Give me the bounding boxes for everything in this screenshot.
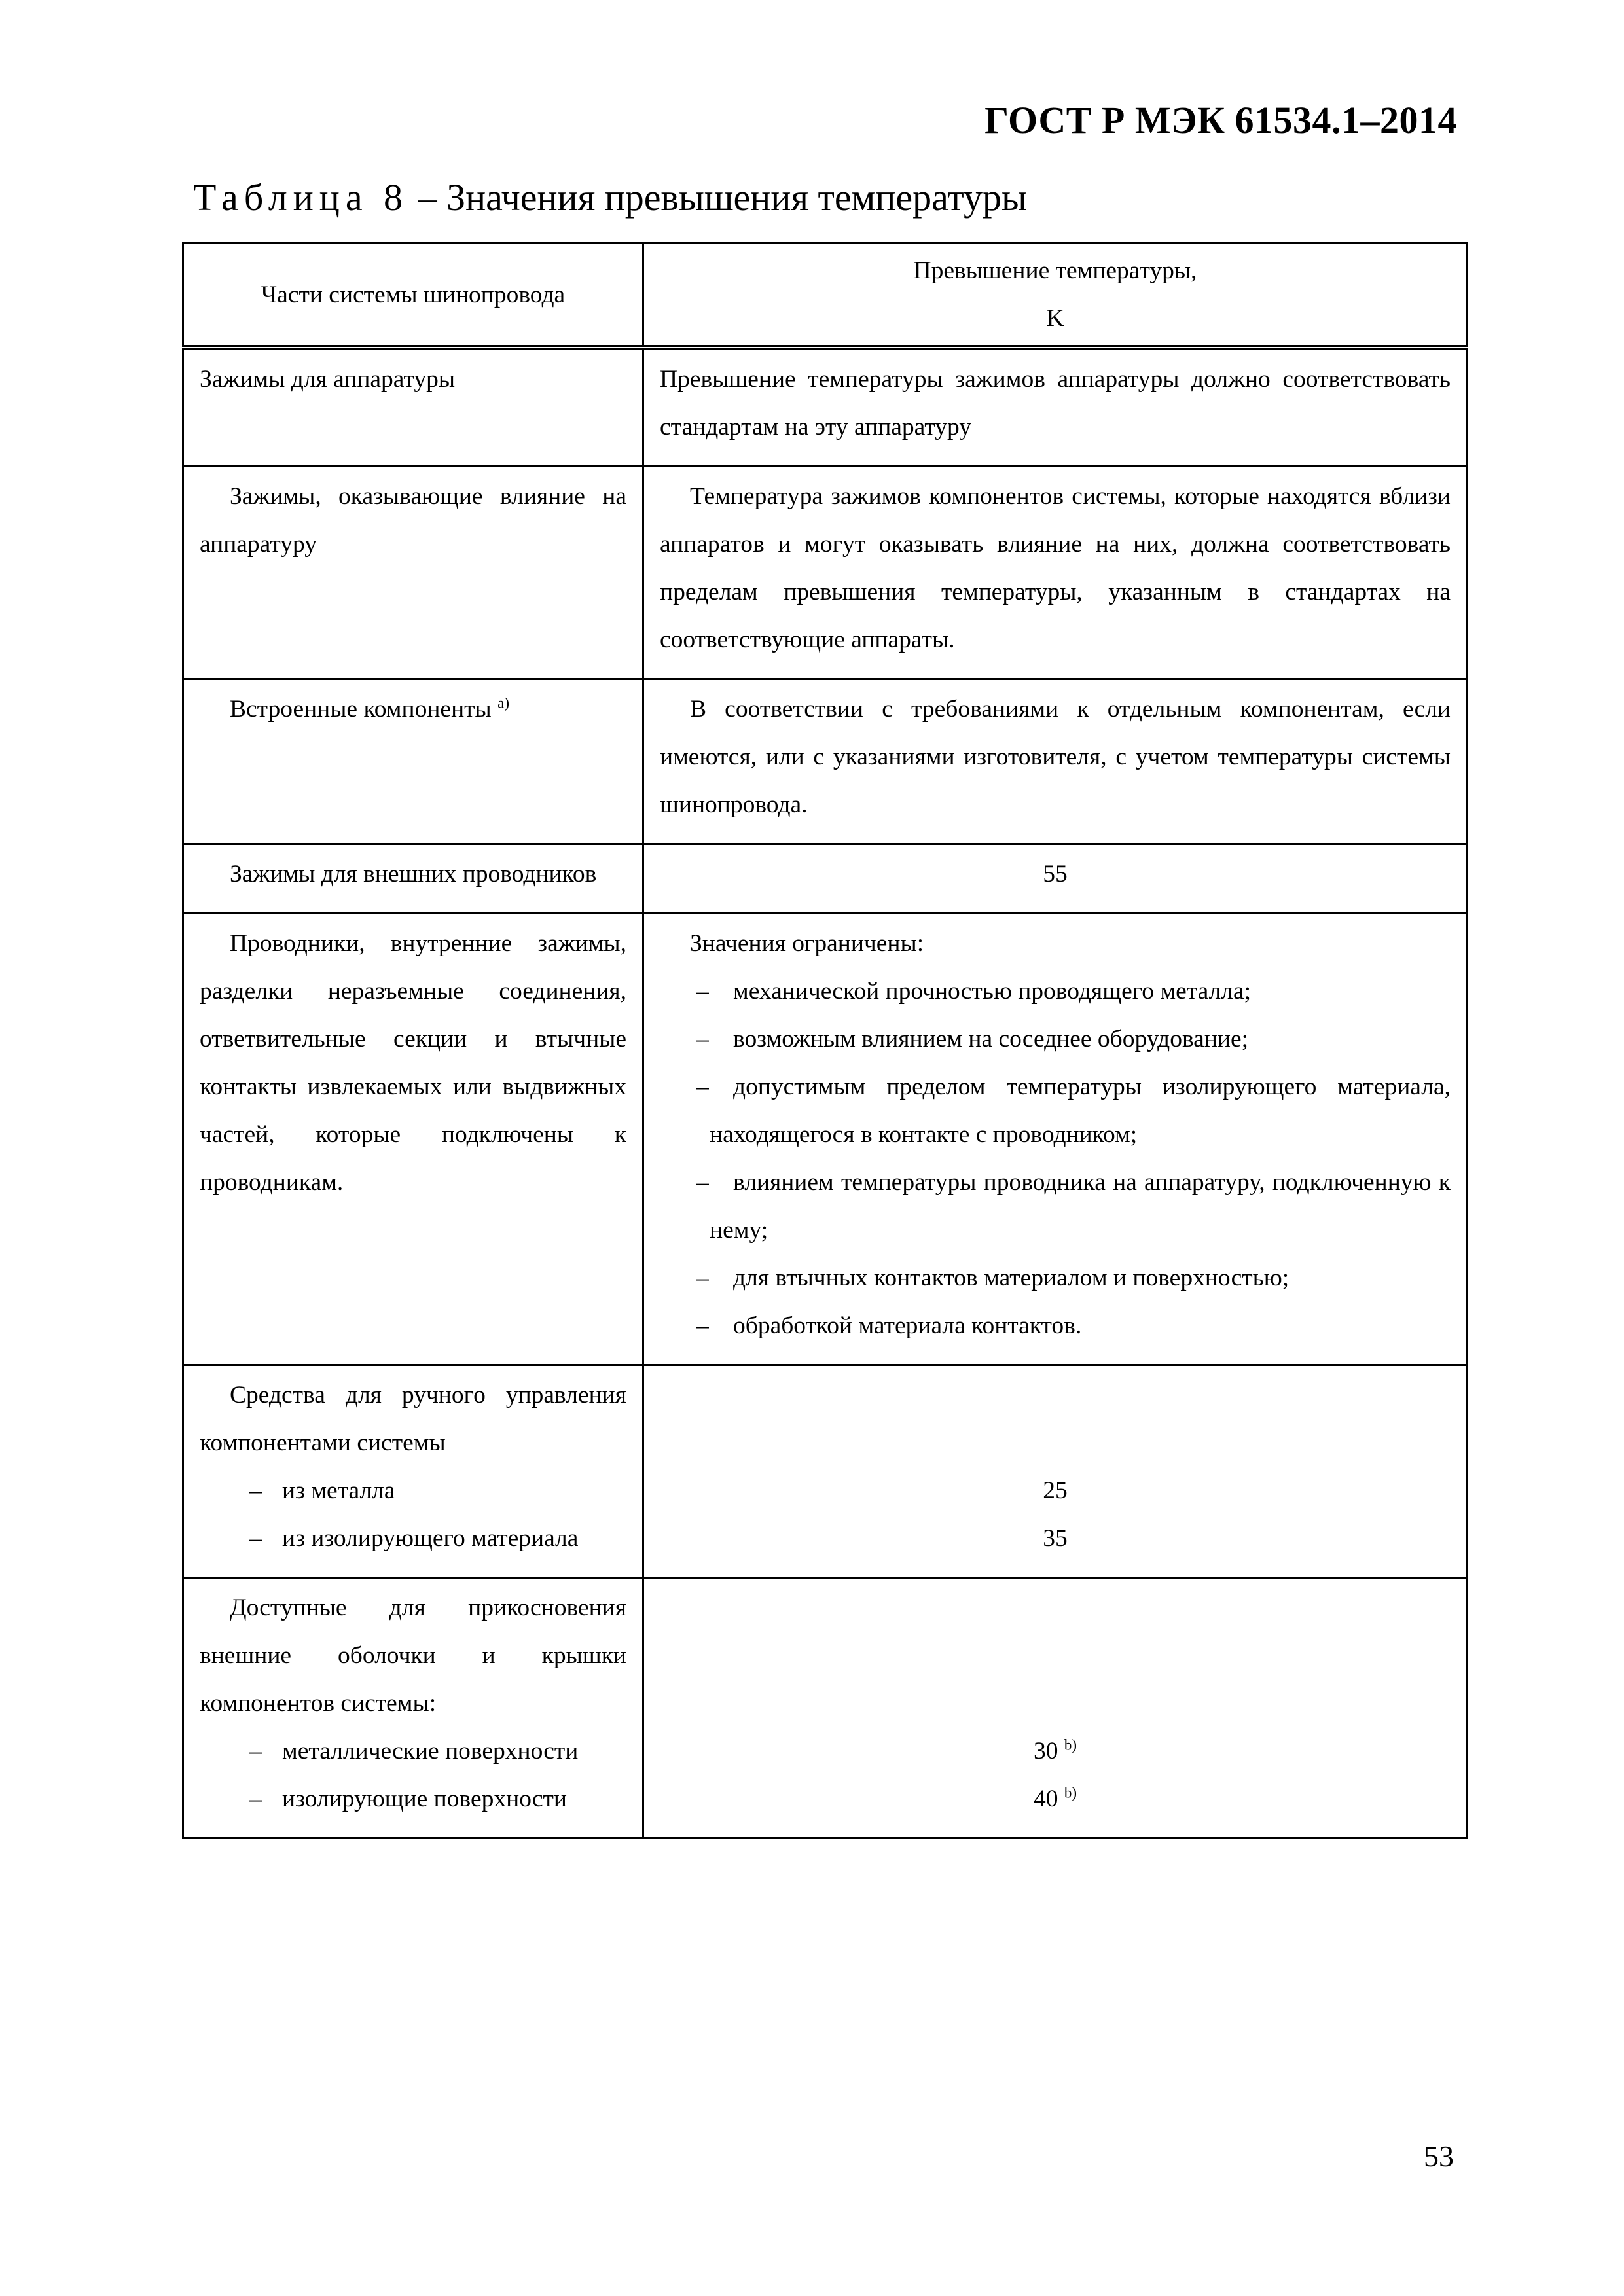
header-line-1: Превышение температуры, bbox=[913, 257, 1197, 284]
dash-marker: – bbox=[249, 1785, 262, 1812]
part-text: Зажимы для аппаратуры bbox=[200, 366, 456, 393]
document-code: ГОСТ Р МЭК 61534.1–2014 bbox=[984, 99, 1457, 141]
list-item bbox=[660, 1063, 1451, 1158]
list-item-text: механической прочностью проводящего металла; bbox=[733, 978, 1252, 1005]
dash-marker: – bbox=[696, 1265, 709, 1291]
part-cell bbox=[183, 1578, 643, 1839]
table-header-row bbox=[183, 243, 1468, 348]
sub-item bbox=[200, 1727, 626, 1775]
sub-item-text: изолирующие поверхности bbox=[282, 1785, 567, 1812]
value-cell bbox=[643, 914, 1468, 1365]
value-cell bbox=[643, 1578, 1468, 1839]
table-row bbox=[183, 1578, 1468, 1839]
table-title-text: – Значения превышения температуры bbox=[408, 176, 1027, 219]
part-text-wrap bbox=[200, 685, 626, 733]
temperature-rise-table bbox=[182, 242, 1468, 1839]
dash-marker: – bbox=[249, 1738, 262, 1765]
value-text: 40 bbox=[1033, 1785, 1058, 1812]
value-cell bbox=[643, 679, 1468, 844]
page-number: 53 bbox=[1424, 2140, 1454, 2173]
footnote-ref: b) bbox=[1064, 1736, 1077, 1753]
list-item bbox=[660, 967, 1451, 1015]
sub-item bbox=[200, 1515, 626, 1562]
value-text: Превышение температуры зажимов аппаратуры должно соответствовать стандартам на эту аппаратуру bbox=[660, 366, 1451, 440]
dash-marker: – bbox=[696, 1026, 709, 1052]
value-intro: Значения ограничены: bbox=[690, 930, 924, 957]
dash-marker: – bbox=[249, 1477, 262, 1504]
part-text: Встроенные компоненты bbox=[230, 696, 492, 723]
dash-marker: – bbox=[696, 1169, 709, 1196]
part-text: Доступные для прикосновения внешние оболочки и крышки компонентов системы: bbox=[200, 1594, 626, 1717]
sub-item bbox=[200, 1467, 626, 1515]
value-text: 25 bbox=[1043, 1477, 1068, 1504]
header-cell-parts: Части системы шинопровода bbox=[183, 243, 643, 348]
footnote-ref: a) bbox=[497, 694, 509, 711]
header-cell-temperature-rise bbox=[643, 243, 1468, 348]
part-cell bbox=[183, 844, 643, 914]
table-row bbox=[183, 679, 1468, 844]
value-cell bbox=[643, 844, 1468, 914]
value-text-wrap bbox=[660, 1775, 1451, 1823]
table-row bbox=[183, 348, 1468, 467]
value-text: В соответствии с требованиями к отдельным компонентам, если имеются, или с указаниями изготовителя, с учетом температуры системы шинопровода. bbox=[660, 696, 1451, 818]
table-row bbox=[183, 844, 1468, 914]
footnote-ref: b) bbox=[1064, 1784, 1077, 1801]
list-item-text: влиянием температуры проводника на аппаратуру, подключенную к нему; bbox=[710, 1169, 1451, 1244]
part-cell bbox=[183, 348, 643, 467]
dash-marker: – bbox=[696, 1073, 709, 1100]
list-item bbox=[660, 1254, 1451, 1302]
value-text: 30 bbox=[1033, 1738, 1058, 1765]
part-cell bbox=[183, 679, 643, 844]
part-text: Зажимы для внешних проводников bbox=[230, 861, 597, 888]
part-text: Проводники, внутренние зажимы, разделки неразъемные соединения, ответвительные секции и втычные контакты извлекаемых или выдвижных частей, которые подключены к проводникам. bbox=[200, 930, 626, 1196]
sub-item bbox=[200, 1775, 626, 1823]
table-row bbox=[183, 467, 1468, 679]
list-item-text: для втычных контактов материалом и поверхностью; bbox=[733, 1265, 1290, 1291]
list-item bbox=[660, 1302, 1451, 1350]
table-row bbox=[183, 914, 1468, 1365]
list-item-text: обработкой материала контактов. bbox=[733, 1312, 1082, 1339]
value-text: 35 bbox=[1043, 1525, 1068, 1552]
value-text: Температура зажимов компонентов системы, которые находятся вблизи аппаратов и могут оказывать влияние на них, должна соответствовать пределам превышения температуры, указанным в стандартах на соответствующие аппараты. bbox=[660, 483, 1451, 653]
sub-item-text: из изолирующего материала bbox=[282, 1525, 579, 1552]
dash-marker: – bbox=[696, 1312, 709, 1339]
value-cell bbox=[643, 348, 1468, 467]
value-cell bbox=[643, 1365, 1468, 1578]
list-item bbox=[660, 1158, 1451, 1254]
part-cell bbox=[183, 467, 643, 679]
value-text-wrap bbox=[660, 1727, 1451, 1775]
part-cell bbox=[183, 1365, 643, 1578]
part-text: Зажимы, оказывающие влияние на аппаратуру bbox=[200, 483, 626, 558]
dash-marker: – bbox=[696, 978, 709, 1005]
value-cell bbox=[643, 467, 1468, 679]
table-title-label: Таблица 8 bbox=[193, 176, 409, 219]
value-text: 55 bbox=[1043, 861, 1068, 888]
part-text: Средства для ручного управления компонентами системы bbox=[200, 1382, 626, 1456]
table-row bbox=[183, 1365, 1468, 1578]
sub-item-text: металлические поверхности bbox=[282, 1738, 579, 1765]
part-cell bbox=[183, 914, 643, 1365]
list-item bbox=[660, 1015, 1451, 1063]
dash-marker: – bbox=[249, 1525, 262, 1552]
list-item-text: допустимым пределом температуры изолирующего материала, находящегося в контакте с проводником; bbox=[710, 1073, 1451, 1148]
list-item-text: возможным влиянием на соседнее оборудование; bbox=[733, 1026, 1249, 1052]
header-line-2: K bbox=[1046, 305, 1064, 332]
table-title bbox=[193, 175, 1027, 219]
sub-item-text: из металла bbox=[282, 1477, 395, 1504]
